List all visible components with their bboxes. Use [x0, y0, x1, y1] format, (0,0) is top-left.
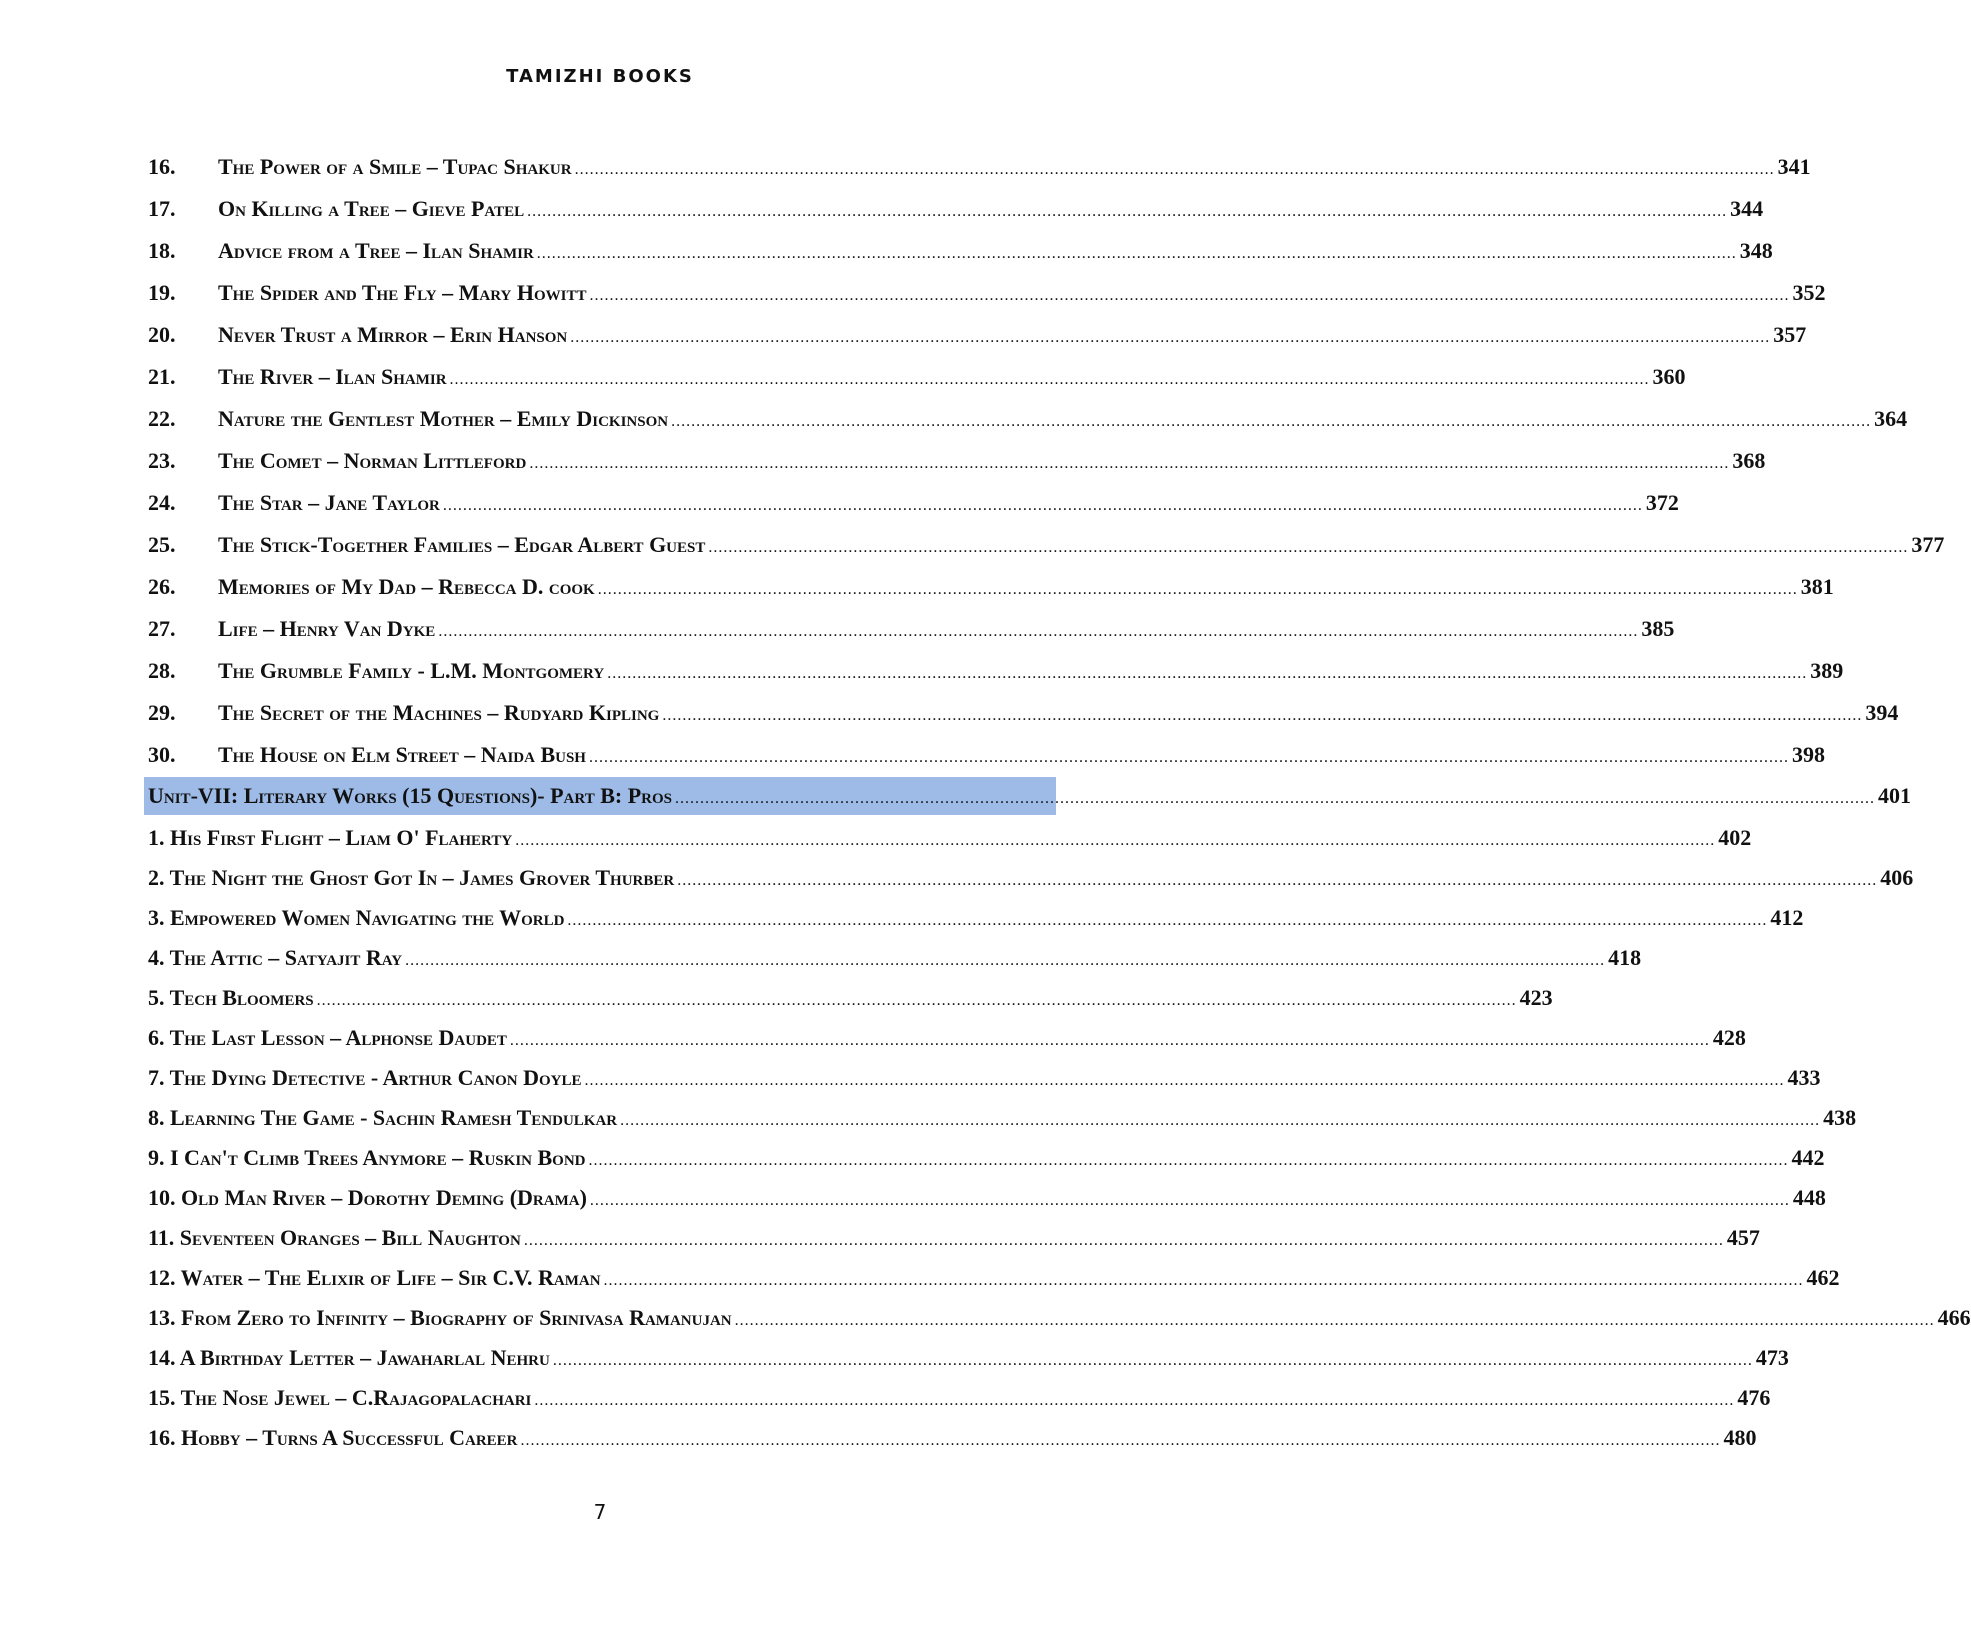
dot-leader: [521, 1421, 1721, 1461]
entry-title: Nature the Gentlest Mother – Emily Dickinson: [218, 406, 669, 431]
entry-number: 20.: [148, 322, 176, 347]
entry-number: 21.: [148, 364, 176, 389]
entry-number: 18.: [148, 238, 176, 263]
entry-title: The House on Elm Street – Naida Bush: [218, 742, 586, 767]
entry-title: 8. Learning The Game - Sachin Ramesh Tendulkar: [148, 1105, 618, 1130]
entry-title: 6. The Last Lesson – Alphonse Daudet: [148, 1025, 507, 1050]
entry-title: 11. Seventeen Oranges – Bill Naughton: [148, 1225, 521, 1250]
entry-page: 348: [1739, 238, 1773, 263]
entry-number: 25.: [148, 532, 176, 557]
toc-entry[interactable]: [148, 1178, 1826, 1218]
entry-page: 372: [1645, 490, 1679, 515]
dot-leader: [589, 275, 1789, 317]
entry-page: 377: [1911, 532, 1945, 557]
toc-entry[interactable]: [148, 398, 1908, 440]
dot-leader: [662, 695, 1862, 737]
toc-entry[interactable]: [148, 978, 1553, 1018]
dot-leader: [604, 1261, 1804, 1301]
entry-page: 364: [1874, 406, 1908, 431]
entry-title: The Spider and The Fly – Mary Howitt: [218, 280, 587, 305]
dot-leader: [598, 569, 1798, 611]
unit-heading-title: Unit-VII: Literary Works (15 Questions)- Part B: Pros: [148, 783, 672, 808]
dot-leader: [443, 485, 1643, 527]
entry-page: 385: [1641, 616, 1675, 641]
entry-page: 398: [1791, 742, 1825, 767]
toc-entry[interactable]: [148, 146, 1811, 188]
toc-entry[interactable]: [148, 1378, 1771, 1418]
entry-title: 5. Tech Bloomers: [148, 985, 314, 1010]
entry-page: 352: [1792, 280, 1826, 305]
toc-entry[interactable]: [148, 314, 1807, 356]
entry-page: 341: [1777, 154, 1811, 179]
entry-title: Memories of My Dad – Rebecca D. cook: [218, 574, 595, 599]
dot-leader: [527, 191, 1727, 233]
entry-page: 433: [1787, 1065, 1821, 1090]
entry-title: 1. His First Flight – Liam O' Flaherty: [148, 825, 513, 850]
toc-entry[interactable]: [148, 1018, 1746, 1058]
entry-title: 16. Hobby – Turns A Successful Career: [148, 1425, 518, 1450]
dot-leader: [537, 233, 1737, 275]
toc-entry[interactable]: [148, 692, 1899, 734]
toc-entry[interactable]: [148, 1338, 1789, 1378]
entry-title: The Comet – Norman Littleford: [218, 448, 527, 473]
dot-leader: [735, 1301, 1935, 1341]
dot-leader: [405, 941, 1605, 981]
dot-leader: [515, 821, 1715, 861]
entry-title: 12. Water – The Elixir of Life – Sir C.V. Raman: [148, 1265, 601, 1290]
toc-entry[interactable]: [148, 188, 1764, 230]
entry-page: 360: [1652, 364, 1686, 389]
dot-leader: [677, 861, 1877, 901]
entry-page: 457: [1726, 1225, 1760, 1250]
unit-heading-page: 401: [1877, 783, 1911, 808]
entry-title: 4. The Attic – Satyajit Ray: [148, 945, 403, 970]
toc-entry[interactable]: [148, 272, 1826, 314]
toc-entry[interactable]: [148, 734, 1825, 776]
page-header: TAMIZHI BOOKS: [506, 66, 694, 87]
toc-entry[interactable]: [148, 524, 1945, 566]
dot-leader: [317, 981, 1517, 1021]
dot-leader: [575, 149, 1775, 191]
dot-leader: [570, 317, 1770, 359]
entry-page: 402: [1718, 825, 1752, 850]
dot-leader: [590, 1181, 1790, 1221]
entry-page: 442: [1791, 1145, 1825, 1170]
entry-page: 462: [1806, 1265, 1840, 1290]
entry-title: 14. A Birthday Letter – Jawaharlal Nehru: [148, 1345, 550, 1370]
entry-title: The Power of a Smile – Tupac Shakur: [218, 154, 572, 179]
entry-page: 423: [1519, 985, 1553, 1010]
entry-page: 394: [1865, 700, 1899, 725]
entry-title: 2. The Night the Ghost Got In – James Grover Thurber: [148, 865, 675, 890]
toc-entry[interactable]: [148, 356, 1686, 398]
entry-title: 10. Old Man River – Dorothy Deming (Drama): [148, 1185, 587, 1210]
dot-leader: [524, 1221, 1724, 1261]
entry-page: 406: [1880, 865, 1914, 890]
toc-entry[interactable]: [148, 858, 1914, 898]
entry-number: 27.: [148, 616, 176, 641]
entry-number: 26.: [148, 574, 176, 599]
entry-title: 3. Empowered Women Navigating the World: [148, 905, 565, 930]
toc-entry[interactable]: [148, 1098, 1857, 1138]
dot-leader: [553, 1341, 1753, 1381]
entry-page: 357: [1773, 322, 1807, 347]
entry-page: 344: [1730, 196, 1764, 221]
dot-leader: [607, 653, 1807, 695]
entry-page: 389: [1810, 658, 1844, 683]
entry-title: Never Trust a Mirror – Erin Hanson: [218, 322, 568, 347]
entry-number: 30.: [148, 742, 176, 767]
entry-page: 466: [1937, 1305, 1971, 1330]
entry-number: 24.: [148, 490, 176, 515]
dot-leader: [671, 401, 1871, 443]
entry-page: 480: [1723, 1425, 1757, 1450]
dot-leader: [438, 611, 1638, 653]
entry-title: 13. From Zero to Infinity – Biography of Srinivasa Ramanujan: [148, 1305, 732, 1330]
toc-entry[interactable]: [148, 938, 1642, 978]
dot-leader: [589, 1141, 1789, 1181]
entry-title: On Killing a Tree – Gieve Patel: [218, 196, 525, 221]
entry-number: 29.: [148, 700, 176, 725]
entry-page: 368: [1732, 448, 1766, 473]
entry-title: 7. The Dying Detective - Arthur Canon Doyle: [148, 1065, 582, 1090]
dot-leader: [675, 780, 1875, 818]
entry-number: 23.: [148, 448, 176, 473]
toc-entry[interactable]: [148, 1218, 1760, 1258]
toc-entry[interactable]: [148, 566, 1834, 608]
entry-title: Advice from a Tree – Ilan Shamir: [218, 238, 534, 263]
unit-heading[interactable]: [144, 777, 1911, 815]
dot-leader: [534, 1381, 1734, 1421]
entry-title: The Secret of the Machines – Rudyard Kipling: [218, 700, 660, 725]
toc-entry[interactable]: [148, 482, 1679, 524]
entry-number: 17.: [148, 196, 176, 221]
page-number: 7: [593, 1500, 607, 1524]
entry-page: 476: [1737, 1385, 1771, 1410]
entry-title: The River – Ilan Shamir: [218, 364, 447, 389]
toc-entry[interactable]: [148, 1258, 1840, 1298]
entry-title: The Star – Jane Taylor: [218, 490, 440, 515]
toc-entry[interactable]: [148, 898, 1804, 938]
entry-title: The Stick-Together Families – Edgar Albert Guest: [218, 532, 706, 557]
entry-page: 418: [1608, 945, 1642, 970]
entry-title: 15. The Nose Jewel – C.Rajagopalachari: [148, 1385, 532, 1410]
table-of-contents: [148, 146, 1971, 1458]
toc-entry[interactable]: [148, 1298, 1971, 1338]
toc-entry[interactable]: [148, 650, 1844, 692]
dot-leader: [620, 1101, 1820, 1141]
toc-entry[interactable]: [148, 818, 1752, 858]
entry-page: 448: [1792, 1185, 1826, 1210]
toc-entry[interactable]: [148, 1058, 1821, 1098]
dot-leader: [510, 1021, 1710, 1061]
entry-title: Life – Henry Van Dyke: [218, 616, 436, 641]
toc-entry[interactable]: [148, 1418, 1757, 1458]
entry-page: 473: [1755, 1345, 1789, 1370]
entry-number: 22.: [148, 406, 176, 431]
dot-leader: [450, 359, 1650, 401]
entry-number: 19.: [148, 280, 176, 305]
dot-leader: [589, 737, 1789, 779]
entry-title: The Grumble Family - L.M. Montgomery: [218, 658, 605, 683]
dot-leader: [708, 527, 1908, 569]
entry-number: 16.: [148, 154, 176, 179]
toc-entry[interactable]: [148, 608, 1675, 650]
entry-page: 381: [1800, 574, 1834, 599]
toc-entry[interactable]: [148, 1138, 1825, 1178]
toc-entry[interactable]: [148, 230, 1773, 272]
entry-title: 9. I Can't Climb Trees Anymore – Ruskin Bond: [148, 1145, 586, 1170]
dot-leader: [567, 901, 1767, 941]
toc-entry[interactable]: [148, 440, 1766, 482]
dot-leader: [529, 443, 1729, 485]
entry-page: 412: [1770, 905, 1804, 930]
entry-number: 28.: [148, 658, 176, 683]
dot-leader: [585, 1061, 1785, 1101]
entry-page: 428: [1712, 1025, 1746, 1050]
entry-page: 438: [1823, 1105, 1857, 1130]
